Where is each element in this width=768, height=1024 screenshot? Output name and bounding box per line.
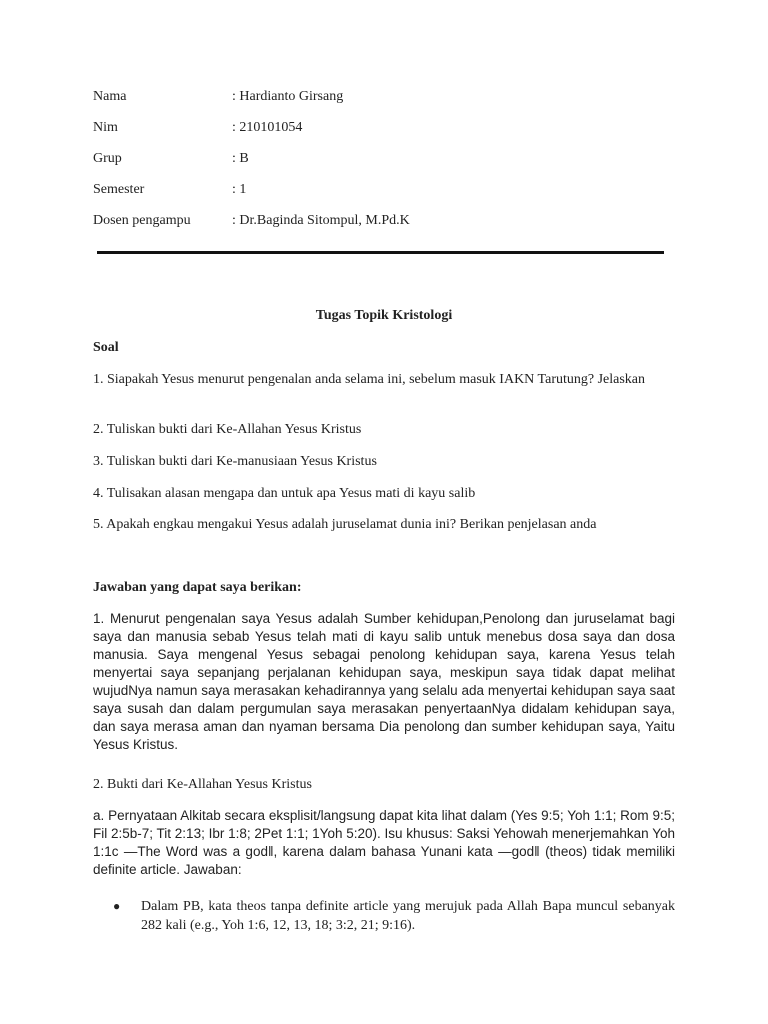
info-value: : Hardianto Girsang: [232, 89, 344, 104]
jawaban-heading: Jawaban yang dapat saya berikan:: [93, 580, 302, 595]
bullet-icon: ●: [113, 899, 121, 913]
answer-1: 1. Menurut pengenalan saya Yesus adalah Sumber kehidupan,Penolong dan juruselamat bagi saya dan manusia sebab Yesus telah mati di kayu salib untuk menebus dosa saya dan dosa manusia. Saya mengenal Yesus sebagai penolong kehidupan saya, karena Yesus telah menyertai saya sepanjang perjalanan kehidupan saya, meskipun saya tidak dapat melihat wujudNya namun saya merasakan kehadirannya yang selalu ada menyertai kehidupan saya saat saya susah dan dalam pergumulan saya merasakan penyertaanNya didalam kehidupan saya, dan saya merasa aman dan nyaman bersama Dia penolong dan sumber kehidupan saya, Yaitu Yesus Kristus.: [93, 611, 675, 752]
question-2: 2. Tuliskan bukti dari Ke-Allahan Yesus Kristus: [93, 422, 362, 437]
question-4: 4. Tulisakan alasan mengapa dan untuk apa Yesus mati di kayu salib: [93, 486, 476, 501]
info-value: : B: [232, 151, 249, 166]
question-3: 3. Tuliskan bukti dari Ke-manusiaan Yesus Kristus: [93, 454, 377, 469]
info-label: Dosen pengampu: [93, 213, 191, 228]
question-1: 1. Siapakah Yesus menurut pengenalan anda selama ini, sebelum masuk IAKN Tarutung? Jelaskan: [93, 372, 646, 387]
document-title: Tugas Topik Kristologi: [315, 308, 453, 323]
bullet-text: Dalam PB, kata theos tanpa definite article yang merujuk pada Allah Bapa muncul sebanyak 282 kali (e.g., Yoh 1:6, 12, 13, 18; 3:2, 21; 9:16).: [141, 899, 675, 933]
header-divider: [97, 251, 664, 254]
info-label: Nama: [93, 89, 127, 104]
info-value: : Dr.Baginda Sitompul, M.Pd.K: [232, 213, 410, 228]
info-value: : 210101054: [232, 120, 303, 135]
info-label: Nim: [93, 120, 118, 135]
info-label: Semester: [93, 182, 145, 197]
question-5: 5. Apakah engkau mengakui Yesus adalah juruselamat dunia ini? Berikan penjelasan anda: [93, 517, 597, 532]
answer-2a: a. Pernyataan Alkitab secara eksplisit/langsung dapat kita lihat dalam (Yes 9:5; Yoh 1:1; Rom 9:5; Fil 2:5b-7; Tit 2:13; Ibr 1:8; 2Pet 1:1; 1Yoh 5:20). Isu khusus: Saksi Yehowah menerjemahkan Yoh 1:1c —The Word was a god‖, karena dalam bahasa Yunani kata —god‖ (theos) tidak memiliki definite article. Jawaban:: [93, 808, 675, 877]
info-label: Grup: [93, 151, 122, 166]
answer-2-heading: 2. Bukti dari Ke-Allahan Yesus Kristus: [93, 777, 312, 792]
info-value: : 1: [232, 182, 247, 197]
soal-heading: Soal: [93, 340, 119, 355]
